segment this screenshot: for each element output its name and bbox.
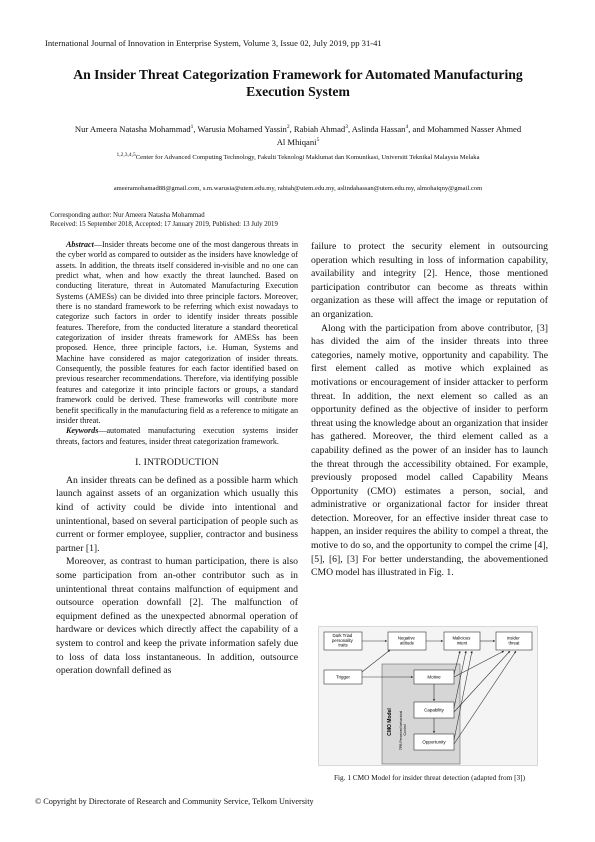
insider-threat-label: [507, 636, 521, 646]
body-paragraph: failure to protect the security element in outsourcing operation which resulting in loss of information capability, availability and integrity [2]. Hence, those mentioned participation contributor can become as threats within organization as these will affect the image or reputation of an organization.: [311, 241, 548, 320]
trigger-label: Trigger: [335, 674, 351, 680]
paper-title: An Insider Threat Categorization Framework for Automated Manufacturing Execution System: [73, 67, 523, 99]
abstract-text: Insider threats become one of the most dangerous threats in the cyber world as compared to outsider as the insiders have knowledge of assets. In addition, the threats itself considered in-visible and no one can predict what, when and how exactly the threat launched. Based on conducting literature, threat in Automated Manufacturing Execution Systems (AMESs) can be divided into three principle factors. Moreover, there is no standard framework to be referring which exist nowadays to categorize such factors in order to identify insider threats possible features. Therefore, from the conducted literature a standard theoretical categorization of insider threats framework for AMESs has been proposed. Hence, three principle factors, i.e. Human, Systems and Machine have considered as major categorization of insider threats. Consequently, the possible features for each factor identified based on previous researcher recommendations. Therefore, via identifying possible features and categorize it into principle factors or groups, a standard framework could be derived. These frameworks will contribute more benefit specifically in the manufacturing field as a reference to mitigate an insider threat.: [56, 240, 298, 425]
figure-caption: Fig. 1 CMO Model for insider threat detection (adapted from [3]): [333, 773, 526, 782]
cmo-diagram: [318, 626, 538, 766]
dark-triad-line: Dark Triad: [332, 633, 353, 638]
corresponding-author: Corresponding author: Nur Ameera Natasha Mohammad: [50, 212, 205, 219]
affiliation-text: Center for Advanced Computing Technology, Fakulti Teknologi Maklumat dan Komunikasi, Universiti Teknikal Malaysia Melaka: [135, 154, 480, 161]
keywords-text: automated manufacturing execution systems insider threats, factors and features, insider threat categorization framework.: [56, 426, 298, 446]
negative-attitude-label: [398, 636, 416, 646]
keywords-label: Keywords: [66, 426, 99, 436]
copyright-footer: © Copyright by Directorate of Research and Community Service, Telkom University: [35, 797, 314, 806]
author-name: , Rabiah Ahmad: [289, 124, 346, 134]
keywords: [56, 426, 298, 447]
journal-header: International Journal of Innovation in Enterprise System, Volume 3, Issue 02, July 2019, pp 31-41: [45, 38, 382, 48]
body-paragraph: An insider threats can be defined as a possible harm which launch against assets of an organization which usually this kind of activity could be divide into intentional and unintentional, based on several participation of people such as current or former employee, supplier, contractor and business partner [1].: [56, 474, 298, 554]
author-superscript: 1: [190, 124, 194, 131]
abstract: [56, 240, 298, 426]
negative-attitude-line: attitude: [399, 640, 415, 646]
affiliation-superscript: 1,2,3,4,5: [116, 151, 136, 158]
malicious-intent-line: Malicious: [452, 635, 471, 641]
right-column: [311, 240, 548, 580]
abstract-dash: —: [93, 240, 102, 249]
article-dates: Received: 15 September 2018, Accepted: 17 January 2019, Published: 13 July 2019: [50, 221, 278, 228]
keywords-dash: —: [98, 426, 107, 436]
tpb-line: TPB Perceived behavioral: [399, 710, 403, 751]
tpb-line: Control: [403, 724, 407, 736]
author-emails: ameeramohamad88@gmail.com, s.m.warusia@utem.edu.my, rabiah@utem.edu.my, aslindahassan@utem.edu.my, almohaiqny@gmail.com: [113, 185, 483, 192]
author-superscript: 5: [316, 137, 320, 144]
malicious-intent-line: intent: [456, 640, 468, 646]
figure-cmo-model: [318, 626, 538, 766]
body-paragraph: Moreover, as contrast to human participation, there is also some participation from an-other contributor such as in unintentional threat contains malfunction of equipment and outsource operation downfall [2]. The malfunction of equipment defined as the unexpected abnormal operation of hardware or devices which directly affect the capability of a system to control and keep the private information safely due to loss of data loss instantaneous. In addition, outsource operation downfall defined as: [56, 556, 298, 677]
section-heading-introduction: I. INTRODUCTION: [135, 456, 219, 468]
author-name: , Aslinda Hassan: [347, 124, 406, 134]
insider-threat-line: threat: [508, 640, 520, 646]
cmo-model-label: CMO Model: [387, 708, 393, 736]
opportunity-label: Opportunity: [422, 739, 446, 745]
affiliation: [90, 153, 506, 162]
author-superscript: 2: [286, 124, 290, 131]
author-superscript: 4: [405, 124, 409, 131]
author-superscript: 3: [345, 124, 348, 131]
author-list: [70, 123, 526, 149]
body-paragraph: Along with the participation from above contributor, [3] has divided the aim of the insider threats into three categories, namely motive, opportunity and capability. The first element called as motive which explained as motivations or encouragement of insider attacker to perform threat. In addition, the next element so called as an opportunity defined as the objective of insider to perform threat using the knowledge about an organization that insider has gathered. Moreover, the third element called as a capability defined as the power of an insider has to launch the threat through the accessibility obtained. For example, previously proposed model called Capability Means Opportunity (CMO) estimates a person, social, and administrative or organizational factor for insider threat detection. Moreover, for an effective insider threat case to happen, an insider requires the ability to compel a threat, the motive to do so, and the opportunity to compel the crime [4], [5], [6], [3] For better understanding, the abovementioned CMO model has illustrated in Fig. 1.: [311, 322, 548, 579]
author-name: Nur Ameera Natasha Mohammad: [74, 124, 191, 134]
dark-triad-line: personality: [332, 637, 353, 643]
article-info: [50, 211, 550, 229]
dark-triad-line: traits: [338, 642, 348, 648]
negative-attitude-line: Negative: [397, 635, 415, 641]
abstract-label: Abstract: [66, 240, 94, 249]
motive-label: Motive: [427, 674, 441, 680]
insider-threat-line: insider: [507, 635, 520, 641]
capability-label: Capability: [424, 707, 444, 713]
author-name: , and Mohammed Nasser Ahmed Al Mhiqani: [276, 124, 522, 147]
author-name: , Warusia Mohamed Yassin: [193, 124, 287, 134]
left-column: [56, 240, 298, 678]
